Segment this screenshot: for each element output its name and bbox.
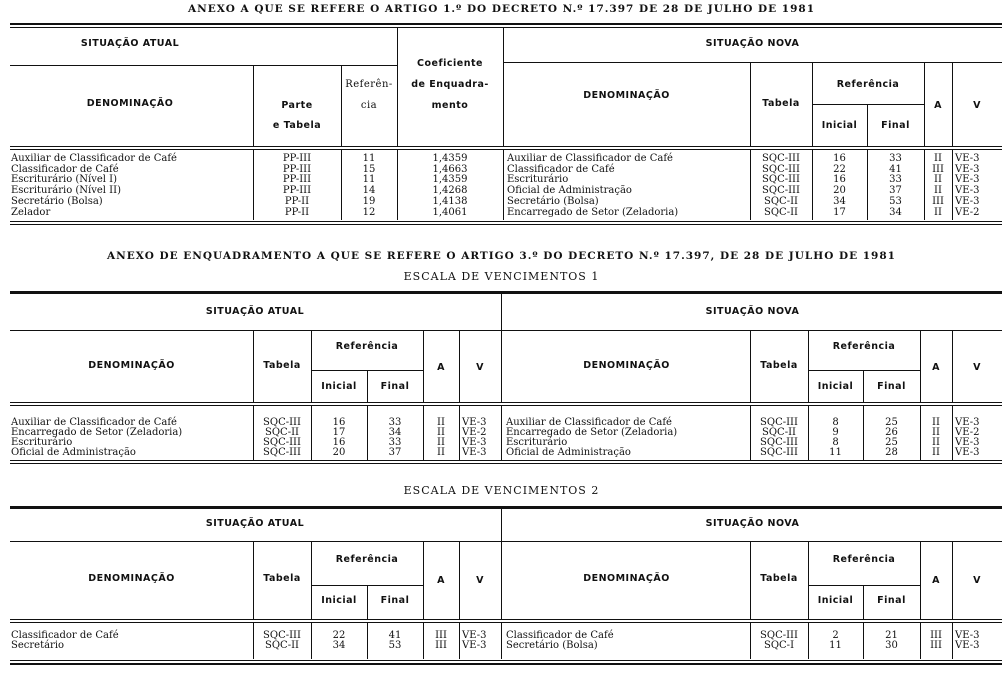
- table-cell-tabela: SQC-III: [263, 447, 301, 458]
- table-cell-new-inicial: 8: [832, 437, 839, 448]
- a1-situacao-atual: SITUAÇÃO ATUAL: [80, 38, 180, 49]
- e2-new-tabela-header: Tabela: [760, 573, 798, 584]
- table-cell-new-inicial: 11: [829, 447, 842, 458]
- table-cell-new-a: II: [932, 437, 940, 448]
- table-cell-new-inicial: 8: [832, 417, 839, 428]
- annex1-title: ANEXO A QUE SE REFERE O ARTIGO 1.º DO DECRETO N.º 17.397 DE 28 DE JULHO DE 1981: [188, 3, 815, 15]
- table-cell-final: 37: [889, 185, 902, 197]
- table-cell-final: 33: [388, 417, 402, 428]
- e2-tabela-header: Tabela: [263, 573, 301, 584]
- table-cell-tabela: SQC-II: [764, 206, 798, 218]
- table-cell-inicial: 16: [332, 417, 346, 428]
- table-cell-final: 53: [388, 640, 402, 651]
- table-cell-new-den: Auxiliar de Classificador de Café: [506, 417, 672, 428]
- e1-final-header: Final: [380, 381, 410, 392]
- table-cell-a: II: [437, 417, 445, 428]
- table-cell-new-den: Oficial de Administração: [506, 447, 631, 458]
- table-cell-new-den: Classificador de Café: [507, 163, 615, 175]
- table-cell-v: VE-2: [462, 427, 487, 438]
- e2-new-v-header: V: [973, 575, 981, 586]
- e1-a-header: A: [437, 362, 445, 373]
- annex2-title: ANEXO DE ENQUADRAMENTO A QUE SE REFERE O ARTIGO 3.º DO DECRETO N.º 17.397, DE 28 DE JULHO DE 1981: [107, 250, 896, 262]
- e2-a-header: A: [437, 575, 445, 586]
- table-cell-new-tabela: SQC-I: [763, 640, 795, 651]
- table-cell-coef: 1,4359: [432, 153, 468, 164]
- a1-denominacao-header: DENOMINAÇÃO: [86, 98, 174, 109]
- table-cell-new-v: VE-2: [955, 427, 980, 438]
- e1-new-v-header: V: [973, 362, 981, 373]
- table-cell-tabela: SQC-III: [762, 174, 800, 186]
- a1-coef-header-b: de Enquadra-: [411, 79, 489, 90]
- table-cell-final: 33: [889, 153, 902, 164]
- table-cell-final: 34: [388, 427, 402, 438]
- table-cell-tabela: SQC-II: [265, 640, 299, 651]
- table-cell-ref: 11: [362, 174, 376, 186]
- table-cell-new-den: Encarregado de Setor (Zeladoria): [507, 206, 679, 218]
- table-cell-den: Auxiliar de Classificador de Café: [11, 153, 177, 164]
- a1-coef-header-c: mento: [431, 100, 469, 111]
- table-cell-a: III: [932, 195, 944, 207]
- e2-referencia-header: Referência: [335, 554, 399, 565]
- table-cell-new-tabela: SQC-III: [760, 447, 798, 458]
- table-cell-a: II: [934, 174, 942, 186]
- e2-new-a-header: A: [932, 575, 940, 586]
- table-cell-new-final: 26: [885, 427, 898, 438]
- e1-new-tabela-header: Tabela: [760, 360, 798, 371]
- table-cell-inicial: 22: [833, 163, 846, 175]
- table-cell-v: VE-3: [955, 174, 980, 186]
- table-cell-a: II: [437, 427, 445, 438]
- table-cell-new-tabela: SQC-III: [760, 437, 798, 448]
- table-cell-parte: PP-III: [282, 174, 312, 186]
- table-cell-ref: 11: [362, 153, 376, 164]
- table-cell-new-final: 25: [885, 417, 898, 428]
- table-cell-a: III: [932, 163, 944, 175]
- table-cell-new-den: Oficial de Administração: [507, 185, 632, 197]
- a1-tabela-header: Tabela: [762, 98, 800, 109]
- table-cell-den: Classificador de Café: [11, 630, 119, 641]
- table-cell-new-den: Escriturário: [507, 174, 569, 186]
- a1-parte-header: Parte: [281, 100, 313, 111]
- e1-v-header: V: [476, 362, 484, 373]
- e1-new-referencia-header: Referência: [832, 341, 896, 352]
- table-cell-new-inicial: 2: [832, 630, 839, 641]
- table-cell-new-a: III: [930, 640, 942, 651]
- table-cell-inicial: 17: [332, 427, 346, 438]
- table-cell-inicial: 20: [332, 447, 346, 458]
- table-cell-a: III: [435, 640, 447, 651]
- e2-situacao-atual: SITUAÇÃO ATUAL: [205, 518, 305, 529]
- e1-new-a-header: A: [932, 362, 940, 373]
- e2-situacao-nova: SITUAÇÃO NOVA: [705, 518, 800, 529]
- table-cell-new-v: VE-3: [955, 417, 980, 428]
- e1-situacao-nova: SITUAÇÃO NOVA: [705, 306, 800, 317]
- table-cell-den: Secretário: [11, 640, 65, 651]
- e1-denominacao-header: DENOMINAÇÃO: [88, 360, 175, 371]
- e2-new-denominacao-header: DENOMINAÇÃO: [583, 573, 670, 584]
- table-cell-inicial: 16: [833, 174, 846, 186]
- e1-referencia-header: Referência: [335, 341, 399, 352]
- e1-tabela-header: Tabela: [263, 360, 301, 371]
- e1-situacao-atual: SITUAÇÃO ATUAL: [205, 306, 305, 317]
- escala2-title: ESCALA DE VENCIMENTOS 2: [403, 484, 600, 497]
- table-cell-new-den: Encarregado de Setor (Zeladoria): [506, 427, 678, 438]
- table-cell-v: VE-3: [955, 195, 980, 207]
- table-cell-new-tabela: SQC-II: [762, 427, 796, 438]
- table-cell-parte: PP-III: [282, 153, 312, 164]
- table-cell-new-den: Escriturário: [506, 437, 568, 448]
- table-cell-inicial: 20: [833, 185, 846, 197]
- table-cell-new-tabela: SQC-III: [760, 630, 798, 641]
- a1-new-denominacao-header: DENOMINAÇÃO: [583, 90, 670, 101]
- table-cell-den: Auxiliar de Classificador de Café: [11, 417, 177, 428]
- table-cell-a: II: [934, 206, 942, 218]
- a1-referencia-header-b: cia: [360, 100, 378, 111]
- e2-new-referencia-header: Referência: [832, 554, 896, 565]
- table-cell-tabela: SQC-III: [762, 185, 800, 197]
- a1-etabela-header: e Tabela: [272, 120, 322, 131]
- table-cell-den: Escriturário (Nível I): [11, 174, 118, 186]
- table-cell-tabela: SQC-II: [265, 427, 299, 438]
- table-cell-den: Escriturário (Nível II): [11, 185, 121, 197]
- table-cell-den: Escriturário: [11, 437, 73, 448]
- table-cell-ref: 14: [362, 185, 376, 197]
- table-cell-new-final: 30: [885, 640, 898, 651]
- table-cell-new-den: Secretário (Bolsa): [507, 195, 599, 207]
- e2-denominacao-header: DENOMINAÇÃO: [88, 573, 175, 584]
- e1-inicial-header: Inicial: [321, 381, 357, 392]
- e2-v-header: V: [476, 575, 484, 586]
- table-cell-v: VE-3: [955, 163, 980, 175]
- table-cell-new-a: II: [932, 447, 940, 458]
- table-cell-a: II: [437, 447, 445, 458]
- table-cell-den: Secretário (Bolsa): [11, 195, 103, 207]
- table-cell-tabela: SQC-III: [263, 417, 301, 428]
- table-cell-final: 41: [889, 163, 902, 175]
- table-cell-final: 41: [388, 630, 402, 641]
- e2-final-header: Final: [380, 595, 410, 606]
- table-cell-tabela: SQC-III: [263, 630, 301, 641]
- table-cell-parte: PP-II: [284, 195, 310, 207]
- table-cell-v: VE-3: [955, 153, 980, 164]
- table-cell-tabela: SQC-III: [762, 163, 800, 175]
- table-cell-a: III: [435, 630, 447, 641]
- e2-new-inicial-header: Inicial: [817, 595, 854, 606]
- table-cell-new-v: VE-3: [955, 447, 980, 458]
- table-cell-final: 34: [889, 206, 902, 218]
- table-cell-coef: 1,4138: [432, 195, 468, 207]
- table-cell-tabela: SQC-III: [263, 437, 301, 448]
- table-cell-v: VE-3: [462, 437, 487, 448]
- table-cell-inicial: 17: [833, 206, 846, 218]
- table-cell-ref: 12: [362, 206, 376, 218]
- table-cell-new-den: Secretário (Bolsa): [506, 640, 598, 651]
- table-cell-coef: 1,4663: [432, 163, 468, 175]
- escala1-title: ESCALA DE VENCIMENTOS 1: [403, 270, 600, 283]
- table-cell-new-final: 21: [885, 630, 898, 641]
- table-cell-parte: PP-III: [282, 185, 312, 197]
- table-cell-new-a: II: [932, 417, 940, 428]
- table-cell-coef: 1,4268: [432, 185, 468, 197]
- table-cell-a: II: [934, 153, 942, 164]
- e1-new-denominacao-header: DENOMINAÇÃO: [583, 360, 670, 371]
- table-cell-a: II: [437, 437, 445, 448]
- table-cell-inicial: 16: [332, 437, 346, 448]
- table-cell-new-a: III: [930, 630, 942, 641]
- table-cell-final: 37: [388, 447, 402, 458]
- table-cell-new-a: II: [932, 427, 940, 438]
- a1-situacao-nova: SITUAÇÃO NOVA: [705, 38, 800, 49]
- table-cell-v: VE-3: [955, 185, 980, 197]
- e2-new-final-header: Final: [877, 595, 906, 606]
- table-cell-v: VE-3: [462, 640, 487, 651]
- a1-v-header: V: [973, 100, 981, 111]
- table-cell-inicial: 34: [332, 640, 346, 651]
- table-cell-inicial: 16: [833, 153, 846, 164]
- table-cell-new-inicial: 9: [832, 427, 839, 438]
- a1-new-referencia-header: Referência: [836, 79, 900, 90]
- table-cell-ref: 15: [362, 163, 376, 175]
- table-cell-coef: 1,4061: [432, 206, 468, 218]
- table-cell-new-tabela: SQC-III: [760, 417, 798, 428]
- table-cell-tabela: SQC-III: [762, 153, 800, 164]
- table-cell-inicial: 22: [332, 630, 346, 641]
- e1-new-inicial-header: Inicial: [817, 381, 854, 392]
- e2-inicial-header: Inicial: [321, 595, 357, 606]
- table-cell-den: Zelador: [11, 206, 51, 218]
- table-cell-tabela: SQC-II: [764, 195, 798, 207]
- a1-coef-header-a: Coeficiente: [417, 58, 483, 69]
- table-cell-den: Encarregado de Setor (Zeladoria): [11, 427, 183, 438]
- table-cell-inicial: 34: [833, 195, 846, 207]
- table-cell-parte: PP-II: [284, 206, 310, 218]
- table-cell-den: Classificador de Café: [11, 163, 119, 175]
- table-cell-new-final: 25: [885, 437, 898, 448]
- table-cell-v: VE-2: [955, 206, 980, 218]
- table-cell-new-den: Classificador de Café: [506, 630, 614, 641]
- table-cell-new-den: Auxiliar de Classificador de Café: [507, 153, 673, 164]
- a1-a-header: A: [934, 100, 942, 111]
- table-cell-new-v: VE-3: [955, 630, 980, 641]
- table-cell-final: 53: [889, 195, 902, 207]
- table-cell-v: VE-3: [462, 630, 487, 641]
- table-cell-final: 33: [388, 437, 402, 448]
- table-cell-v: VE-3: [462, 447, 487, 458]
- table-cell-new-final: 28: [885, 447, 898, 458]
- e1-new-final-header: Final: [877, 381, 906, 392]
- table-cell-new-v: VE-3: [955, 640, 980, 651]
- table-cell-den: Oficial de Administração: [11, 447, 136, 458]
- table-cell-final: 33: [889, 174, 902, 186]
- a1-referencia-header-a: Referên-: [345, 79, 393, 90]
- table-cell-new-inicial: 11: [829, 640, 842, 651]
- a1-inicial-header: Inicial: [821, 120, 858, 131]
- table-cell-v: VE-3: [462, 417, 487, 428]
- table-cell-coef: 1,4359: [432, 174, 468, 186]
- table-cell-ref: 19: [362, 195, 376, 207]
- table-cell-new-v: VE-3: [955, 437, 980, 448]
- table-cell-a: II: [934, 185, 942, 197]
- a1-final-header: Final: [881, 120, 910, 131]
- table-cell-parte: PP-III: [282, 163, 312, 175]
